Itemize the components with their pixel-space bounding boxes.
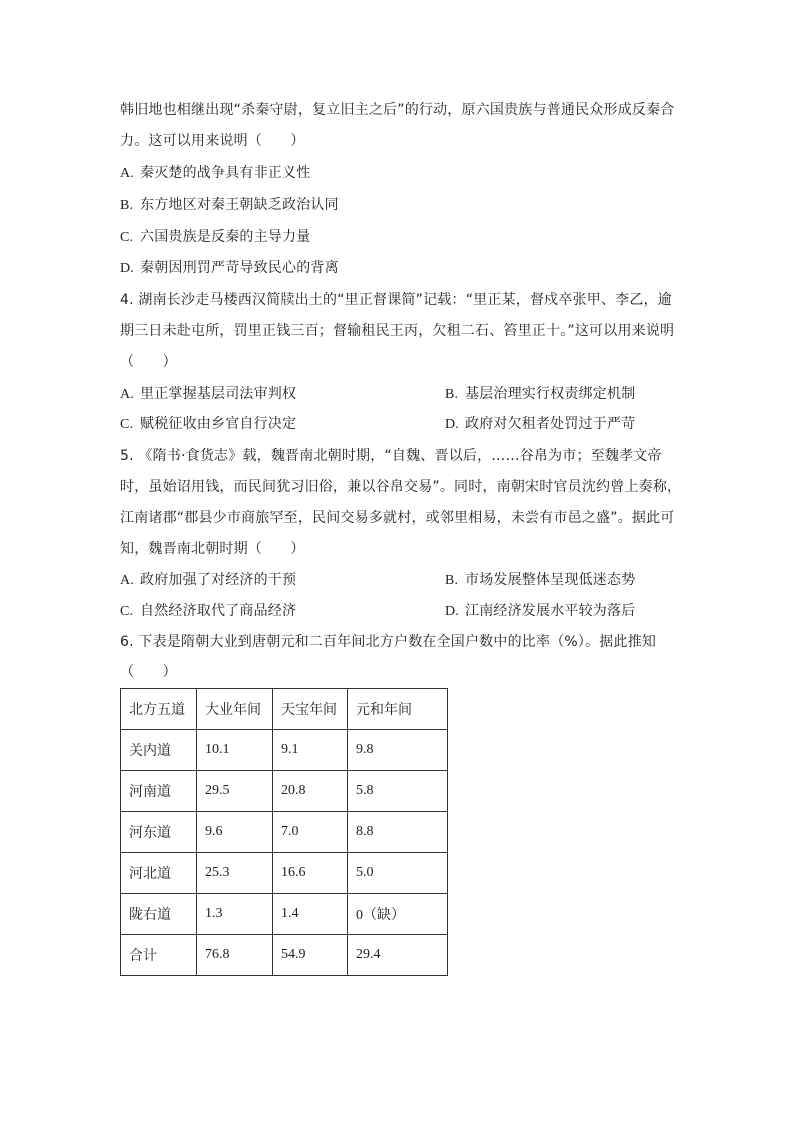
option-text: 东方地区对秦王朝缺乏政治认同 <box>140 197 339 213</box>
table-cell: 1.4 <box>273 894 348 935</box>
table-row <box>121 812 448 853</box>
q5-stem-line-2: 时，虽始诏用钱，而民间犹习旧俗，兼以谷帛交易”。同时，南朝宋时官员沈约曾上奏称， <box>120 479 682 495</box>
table-cell: 7.0 <box>273 812 348 853</box>
table-cell: 1.3 <box>197 894 273 935</box>
q3-option-c[interactable] <box>120 227 310 248</box>
option-label: A. <box>120 573 135 588</box>
q5-option-a[interactable] <box>120 570 296 591</box>
option-label: B. <box>445 573 459 588</box>
table-cell: 8.8 <box>348 812 448 853</box>
table-cell: 9.1 <box>273 730 348 771</box>
table-cell: 5.0 <box>348 853 448 894</box>
table-cell: 29.4 <box>348 935 448 976</box>
q3-option-b[interactable] <box>120 195 339 216</box>
q3-stem-line-1: 韩旧地也相继出现“杀秦守尉，复立旧主之后”的行动，原六国贵族与普通民众形成反秦合 <box>120 102 675 118</box>
table-cell: 54.9 <box>273 935 348 976</box>
option-text: 政府对欠租者处罚过于严苛 <box>465 416 636 432</box>
table-cell: 76.8 <box>197 935 273 976</box>
table-cell: 20.8 <box>273 771 348 812</box>
option-text: 秦朝因刑罚严苛导致民心的背离 <box>140 260 339 276</box>
table-header-row <box>121 689 448 730</box>
table-cell: 9.8 <box>348 730 448 771</box>
q4-option-b[interactable] <box>445 384 635 405</box>
table-cell: 25.3 <box>197 853 273 894</box>
table-cell: 16.6 <box>273 853 348 894</box>
option-text: 政府加强了对经济的干预 <box>140 572 297 588</box>
option-label: D. <box>445 604 460 619</box>
option-label: D. <box>120 261 135 276</box>
table-cell: 10.1 <box>197 730 273 771</box>
option-text: 秦灭楚的战争具有非正义性 <box>140 165 311 181</box>
q4-option-a[interactable] <box>120 384 296 405</box>
q3-option-a[interactable] <box>120 163 310 184</box>
table-row <box>121 894 448 935</box>
household-ratio-table <box>120 688 448 976</box>
q5-option-b[interactable] <box>445 570 635 591</box>
q4-stem-line-2: 期三日未赴屯所，罚里正钱三百；督输租民王丙，欠租二石、笞里正十。”这可以用来说明 <box>120 323 675 339</box>
q5-option-c[interactable] <box>120 601 296 622</box>
option-text: 江南经济发展水平较为落后 <box>465 603 636 619</box>
q5-option-d[interactable] <box>445 601 635 622</box>
q5-stem-line-1: 5. 《隋书·食货志》载，魏晋南北朝时期，“自魏、晋以后，……谷帛为市；至魏孝文帝 <box>120 448 662 464</box>
option-text: 赋税征收由乡官自行决定 <box>140 416 297 432</box>
table-row <box>121 935 448 976</box>
option-label: A. <box>120 387 135 402</box>
table-header-cell: 北方五道 <box>121 689 197 730</box>
option-label: D. <box>445 417 460 432</box>
table-cell: 河东道 <box>121 812 197 853</box>
option-label: C. <box>120 417 134 432</box>
option-text: 市场发展整体呈现低迷态势 <box>465 572 636 588</box>
option-label: B. <box>120 198 134 213</box>
table-cell: 29.5 <box>197 771 273 812</box>
option-text: 六国贵族是反秦的主导力量 <box>140 229 311 245</box>
option-label: C. <box>120 604 134 619</box>
table-cell: 9.6 <box>197 812 273 853</box>
q4-option-c[interactable] <box>120 414 296 435</box>
q6-stem-line-2: （ ） <box>120 664 177 680</box>
q5-stem-line-4: 知，魏晋南北朝时期（ ） <box>120 541 305 557</box>
table-cell: 5.8 <box>348 771 448 812</box>
table-row <box>121 730 448 771</box>
table-header-cell: 天宝年间 <box>273 689 348 730</box>
table-cell: 河南道 <box>121 771 197 812</box>
option-text: 里正掌握基层司法审判权 <box>140 386 297 402</box>
q5-stem-line-3: 江南诸郡“郡县少市商旅罕至，民间交易多就村，或邻里相易，未尝有市邑之盛”。据此可 <box>120 510 675 526</box>
option-label: A. <box>120 166 135 181</box>
q3-stem-line-2: 力。这可以用来说明（ ） <box>120 133 305 149</box>
table-cell: 合计 <box>121 935 197 976</box>
table-header-cell: 元和年间 <box>348 689 448 730</box>
table-row <box>121 771 448 812</box>
table-cell: 0（缺） <box>348 894 448 935</box>
table-header-cell: 大业年间 <box>197 689 273 730</box>
option-text: 自然经济取代了商品经济 <box>140 603 297 619</box>
option-label: C. <box>120 230 134 245</box>
table-cell: 河北道 <box>121 853 197 894</box>
q4-stem-line-1: 4. 湖南长沙走马楼西汉简牍出土的“里正督课简”记载：“里正某，督戍卒张甲、李乙，逾 <box>120 292 672 308</box>
q4-stem-line-3: （ ） <box>120 354 177 370</box>
option-label: B. <box>445 387 459 402</box>
q3-option-d[interactable] <box>120 258 339 279</box>
table-row <box>121 853 448 894</box>
table-cell: 关内道 <box>121 730 197 771</box>
option-text: 基层治理实行权责绑定机制 <box>465 386 636 402</box>
q6-stem-line-1: 6. 下表是隋朝大业到唐朝元和二百年间北方户数在全国户数中的比率（%）。据此推知 <box>120 634 657 650</box>
table-cell: 陇右道 <box>121 894 197 935</box>
q4-option-d[interactable] <box>445 414 635 435</box>
